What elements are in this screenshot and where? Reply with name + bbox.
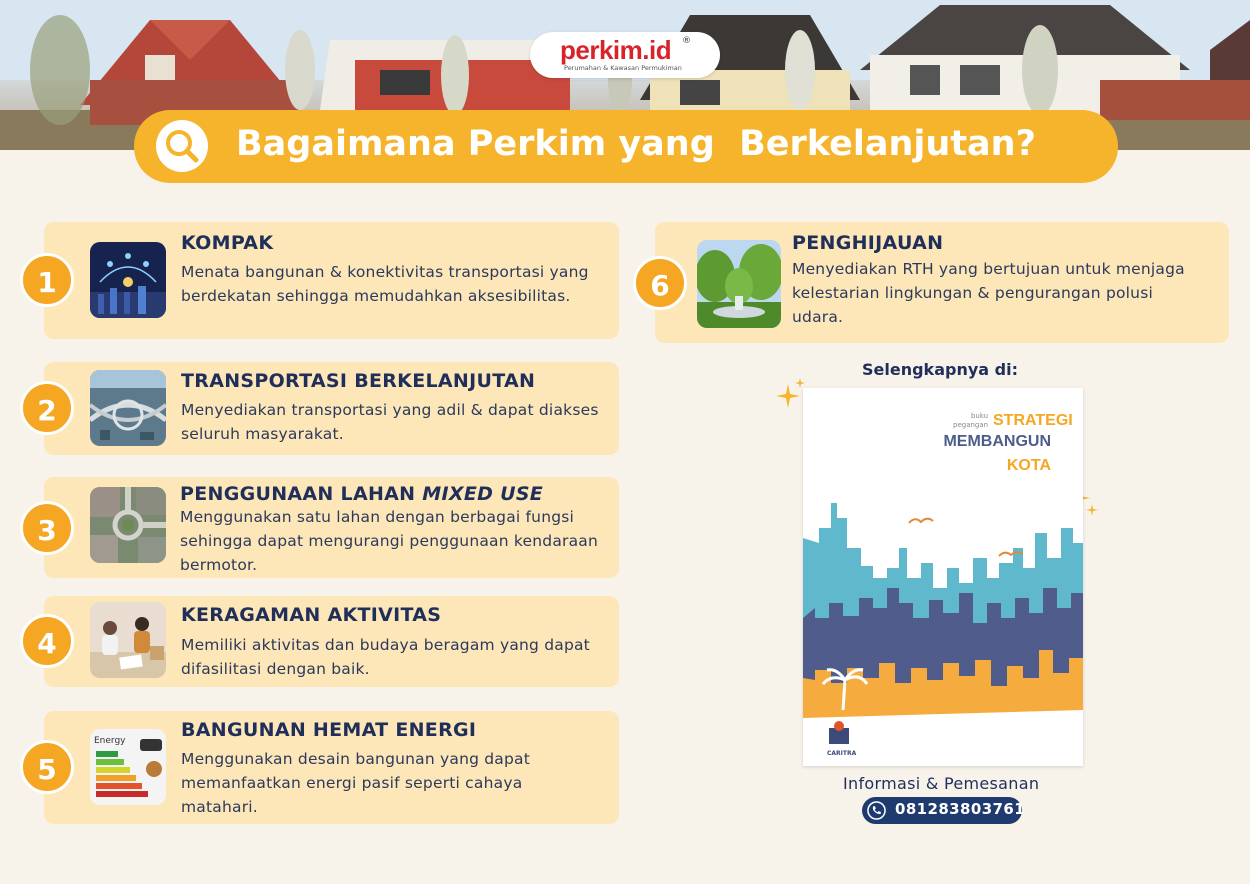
- number-badge: 6: [633, 256, 687, 310]
- number-badge: 5: [20, 740, 74, 794]
- energy-label-image: [90, 729, 166, 805]
- number-badge: 2: [20, 381, 74, 435]
- page-title: Bagaimana Perkim yang Berkelanjutan?: [236, 124, 1036, 164]
- more-info-label: Selengkapnya di:: [862, 360, 1018, 379]
- number-badge: 4: [20, 614, 74, 668]
- aerial-roundabout-image: [90, 487, 166, 563]
- smart-city-network-image: [90, 242, 166, 318]
- card-mixed-use: [37, 477, 619, 578]
- book-title-line3: KOTA: [1006, 457, 1051, 474]
- item-body: Menyediakan RTH yang bertujuan untuk menjaga kelestarian lingkungan & pengurangan polusi udara.: [792, 260, 1185, 326]
- book-subtitle-line: pegangan: [953, 421, 989, 429]
- item-body: Memiliki aktivitas dan budaya beragam yang dapat difasilitasi dengan baik.: [181, 636, 590, 678]
- logo-name: perkim.id: [560, 35, 672, 65]
- green-park-image: [697, 240, 781, 328]
- number-badge: 3: [20, 501, 74, 555]
- item-heading: BANGUNAN HEMAT ENERGI: [181, 719, 477, 741]
- card-transportasi: [37, 362, 619, 455]
- book-cover[interactable]: [803, 388, 1083, 766]
- svg-text:Energy: Energy: [94, 736, 126, 746]
- heading-main: PENGGUNAAN LAHAN: [180, 483, 423, 505]
- book-subtitle: [953, 412, 988, 430]
- sparkle-icon: [776, 378, 806, 414]
- item-heading: [180, 483, 543, 505]
- item-heading: PENGHIJAUAN: [792, 232, 944, 254]
- info-order-label: Informasi & Pemesanan: [843, 774, 1040, 793]
- item-heading: KERAGAMAN AKTIVITAS: [181, 604, 442, 626]
- book-subtitle-line: buku: [970, 412, 989, 420]
- card-kompak: [37, 222, 619, 339]
- phone-number: 081283803761: [895, 800, 1026, 818]
- item-body: Menggunakan desain bangunan yang dapat memanfaatkan energi pasif seperti cahaya matahari.: [181, 750, 531, 816]
- number-badge: 1: [20, 253, 74, 307]
- perkim-logo: [530, 32, 720, 78]
- item-heading: TRANSPORTASI BERKELANJUTAN: [181, 370, 536, 392]
- title-banner: [134, 110, 1118, 183]
- registered-mark: ®: [682, 36, 691, 46]
- item-body: Menata bangunan & konektivitas transportasi yang berdekatan sehingga memudahkan aksesibilitas.: [181, 263, 589, 305]
- search-icon: [156, 120, 208, 172]
- item-body: Menyediakan transportasi yang adil & dapat diakses seluruh masyarakat.: [181, 401, 599, 443]
- item-heading: KOMPAK: [181, 232, 274, 254]
- heading-italic: MIXED USE: [422, 483, 544, 505]
- book-publisher: CARITRA: [827, 750, 857, 757]
- book-title-line2: MEMBANGUN: [943, 433, 1051, 450]
- phone-contact[interactable]: [862, 797, 1026, 824]
- people-working-image: [90, 602, 166, 678]
- highway-interchange-image: [90, 370, 166, 446]
- logo-tagline: Perumahan & Kawasan Permukiman: [564, 64, 682, 72]
- card-penghijauan: [650, 222, 1229, 343]
- phone-icon: [867, 801, 886, 820]
- book-title-line1: STRATEGI: [993, 412, 1073, 429]
- card-hemat-energi: [37, 711, 619, 824]
- item-body: Menggunakan satu lahan dengan berbagai fungsi sehingga dapat mengurangi penggunaan kendaraan bermotor.: [180, 508, 599, 574]
- card-keragaman: [37, 596, 619, 687]
